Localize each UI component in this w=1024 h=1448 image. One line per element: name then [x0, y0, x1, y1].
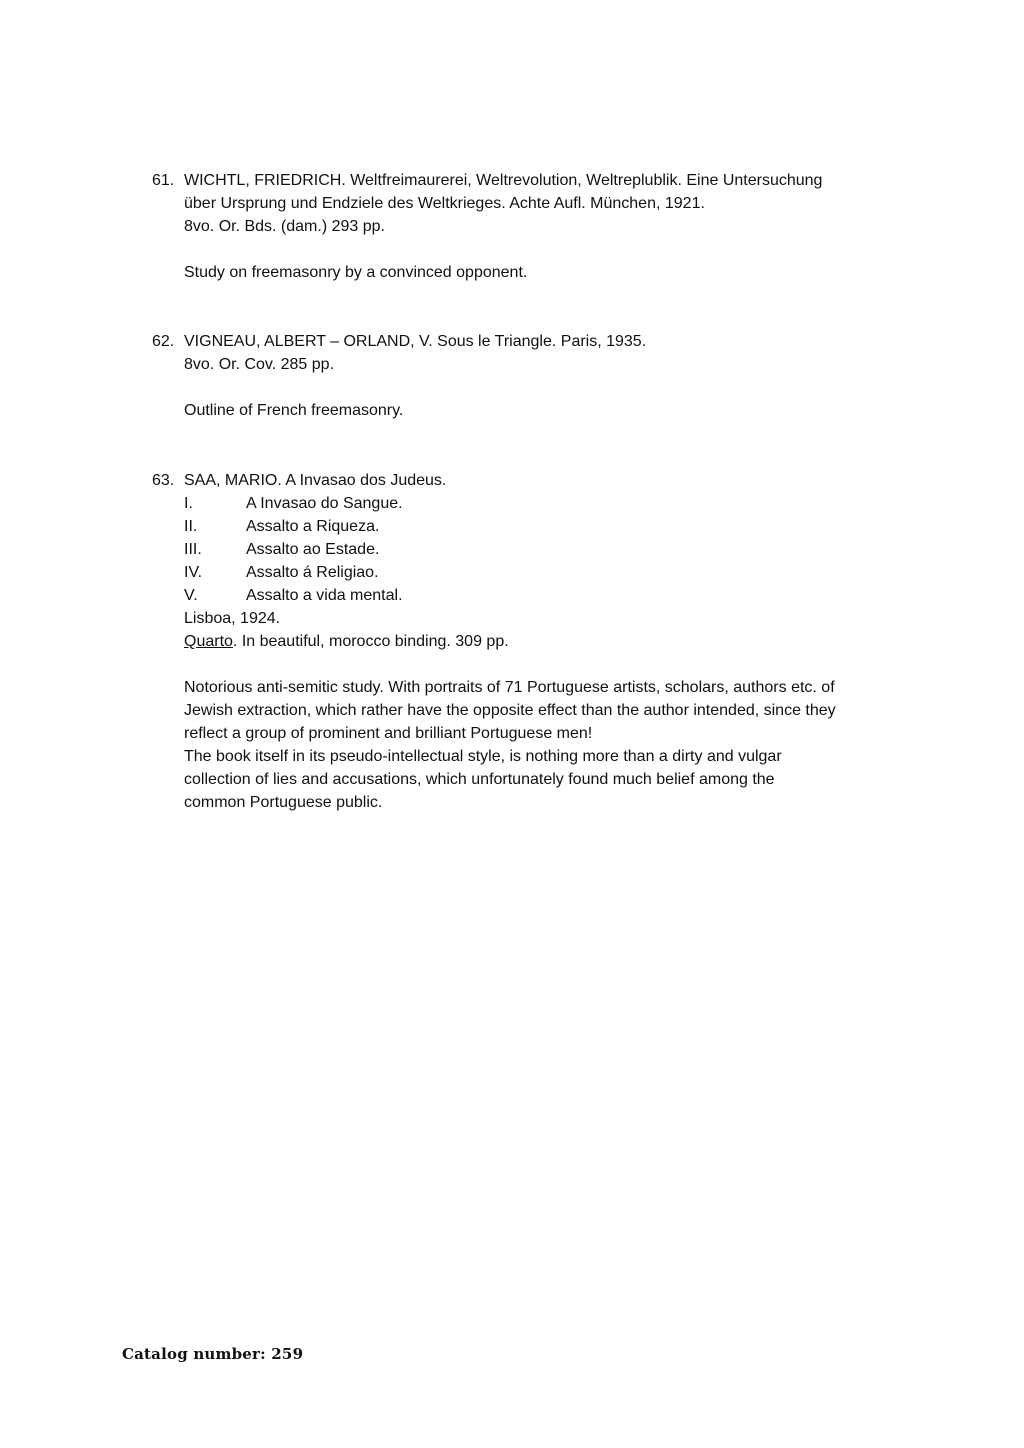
entry-note-line: common Portuguese public. [184, 794, 383, 811]
volume-item [184, 584, 912, 607]
volume-item [184, 561, 912, 584]
entry-body [184, 169, 912, 284]
format-label: Quarto [184, 633, 233, 650]
format-line [184, 630, 912, 653]
volume-numeral: V. [184, 587, 198, 604]
entry-line: WICHTL, FRIEDRICH. Weltfreimaurerei, Weltrevolution, Weltreplublik. Eine Untersuchung [184, 172, 823, 189]
spacer [184, 376, 912, 399]
volume-item [184, 515, 912, 538]
entry-note: Outline of French freemasonry. [184, 402, 404, 419]
entry-number: 63. [152, 472, 175, 489]
catalog-entry-62 [152, 330, 912, 422]
entry-line: 8vo. Or. Cov. 285 pp. [184, 356, 335, 373]
entry-line: über Ursprung und Endziele des Weltkrieges. Achte Aufl. München, 1921. [184, 195, 705, 212]
volume-item [184, 492, 912, 515]
entry-number: 62. [152, 333, 175, 350]
volume-title: Assalto a Riqueza. [246, 518, 380, 535]
volume-numeral: I. [184, 495, 193, 512]
place-date: Lisboa, 1924. [184, 610, 281, 627]
volume-item [184, 538, 912, 561]
entry-note-line: The book itself in its pseudo-intellectual style, is nothing more than a dirty and vulgar [184, 748, 782, 765]
entry-title: SAA, MARIO. A Invasao dos Judeus. [184, 472, 447, 489]
entry-body [184, 330, 912, 422]
volume-title: A Invasao do Sangue. [246, 495, 403, 512]
entry-note-line: collection of lies and accusations, which unfortunately found much belief among the [184, 771, 775, 788]
entry-line: 8vo. Or. Bds. (dam.) 293 pp. [184, 218, 385, 235]
entry-note-line: Jewish extraction, which rather have the opposite effect than the author intended, since they [184, 702, 836, 719]
format-details: . In beautiful, morocco binding. 309 pp. [232, 633, 509, 650]
entry-note-line: reflect a group of prominent and brilliant Portuguese men! [184, 725, 593, 742]
spacer [184, 653, 912, 676]
volume-numeral: III. [184, 541, 202, 558]
volume-numeral: IV. [184, 564, 203, 581]
volume-title: Assalto a vida mental. [246, 587, 403, 604]
spacer [184, 238, 912, 261]
volume-numeral: II. [184, 518, 198, 535]
catalog-number-footer: Catalog number: 259 [122, 1345, 304, 1363]
catalog-entry-61 [152, 169, 912, 284]
entry-body [184, 469, 912, 814]
volume-title: Assalto ao Estade. [246, 541, 380, 558]
entry-line: VIGNEAU, ALBERT – ORLAND, V. Sous le Triangle. Paris, 1935. [184, 333, 647, 350]
entry-note-line: Notorious anti-semitic study. With portraits of 71 Portuguese artists, scholars, authors etc. of [184, 679, 835, 696]
entry-number: 61. [152, 172, 175, 189]
entry-note: Study on freemasonry by a convinced opponent. [184, 264, 528, 281]
catalog-entry-63 [152, 469, 912, 814]
volume-title: Assalto á Religiao. [246, 564, 379, 581]
